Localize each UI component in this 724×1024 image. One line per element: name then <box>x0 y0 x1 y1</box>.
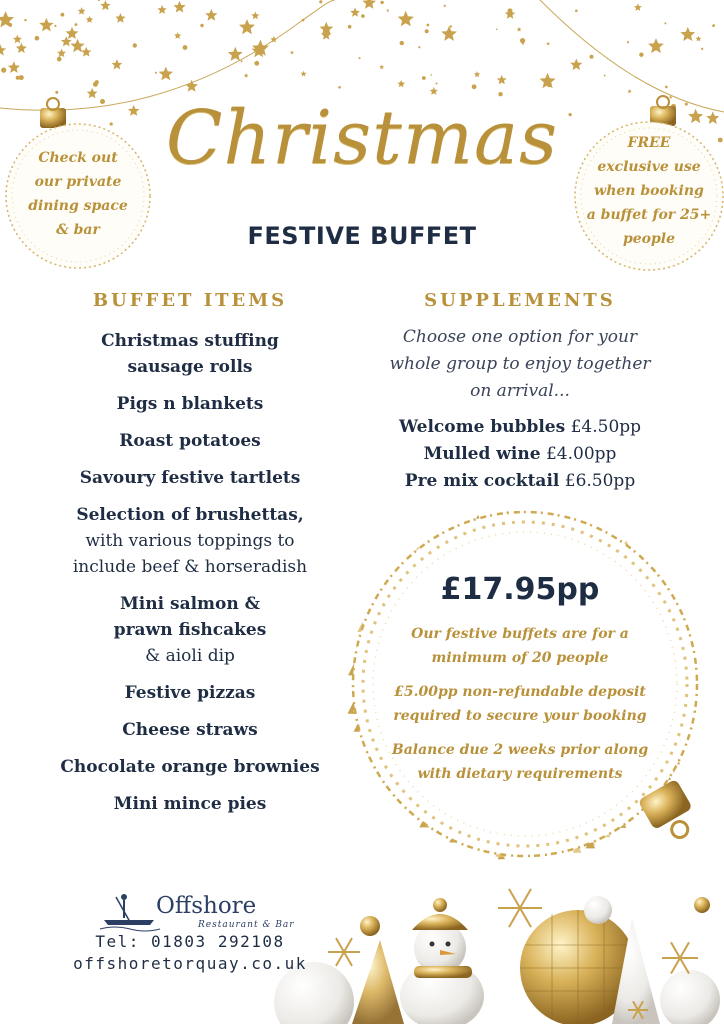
pricing-note-line: minimum of 20 people <box>431 650 609 666</box>
supplement-option <box>378 414 662 441</box>
right-bauble-line: when booking <box>594 183 704 199</box>
confetti-dot <box>664 22 666 24</box>
buffet-item <box>40 791 340 817</box>
confetti-dot <box>200 24 203 27</box>
confetti-star <box>688 109 703 123</box>
confetti-star <box>251 12 259 20</box>
buffet-item-name: Savoury festive tartlets <box>79 468 301 488</box>
confetti-star <box>71 39 85 53</box>
confetti-dot <box>1 68 6 73</box>
confetti-dot <box>590 55 594 59</box>
confetti-dot <box>522 43 524 45</box>
confetti-star <box>109 122 114 127</box>
confetti-star <box>100 0 110 10</box>
confetti-star <box>696 36 702 42</box>
confetti-star <box>86 16 93 23</box>
confetti-dot <box>241 60 243 62</box>
buffet-item-detail: & aioli dip <box>145 646 235 666</box>
supplements-description-line: on arrival... <box>470 381 570 401</box>
confetti-star <box>13 35 22 44</box>
pricing-note-line: £5.00pp non-refundable deposit <box>394 684 646 700</box>
pricing-note <box>380 680 660 728</box>
confetti-star <box>706 111 719 124</box>
buffet-item-detail: include beef & horseradish <box>72 557 308 577</box>
confetti-dot <box>338 86 341 89</box>
confetti-star <box>0 44 6 56</box>
confetti-dot <box>95 80 99 84</box>
confetti-star <box>362 0 376 9</box>
confetti-dot <box>520 38 525 43</box>
confetti-star <box>78 7 86 15</box>
confetti-star <box>174 32 181 39</box>
logo-tagline: Restaurant & Bar <box>198 920 295 930</box>
confetti-dot <box>183 45 188 50</box>
snowflake-icon <box>328 938 360 966</box>
logo-name: Offshore <box>156 893 257 919</box>
buffet-item-detail: with various toppings to <box>85 531 295 551</box>
right-bauble-line: a buffet for 25+ <box>586 207 712 223</box>
confetti-star <box>634 3 642 10</box>
right-bauble-message <box>579 131 719 251</box>
confetti-dot <box>669 96 671 98</box>
right-bauble-line: people <box>622 231 676 247</box>
confetti-dot <box>496 29 498 31</box>
supplements-description-line: Choose one option for your <box>402 327 638 347</box>
confetti-star <box>87 88 98 98</box>
page-title: Christmas <box>165 95 559 181</box>
confetti-star <box>57 49 66 58</box>
page-subtitle: FESTIVE BUFFET <box>247 222 477 250</box>
buffet-item-name: Mini salmon & <box>119 594 260 614</box>
confetti-dot <box>422 76 426 80</box>
confetti-star <box>205 9 217 21</box>
confetti-star <box>185 80 198 92</box>
snowflake-icon <box>498 889 542 927</box>
buffet-item-name: Chocolate orange brownies <box>60 757 320 777</box>
confetti-dot <box>254 61 259 66</box>
confetti-dot <box>444 5 446 7</box>
confetti-dot <box>55 91 58 94</box>
confetti-star <box>81 47 91 57</box>
buffet-item-name: Festive pizzas <box>124 683 256 703</box>
buffet-item-name: Cheese straws <box>122 720 258 740</box>
confetti-dot <box>472 84 477 89</box>
confetti-star <box>398 11 414 26</box>
supplement-option <box>378 468 662 495</box>
confetti-star <box>128 105 140 116</box>
confetti-star <box>441 26 457 41</box>
supplement-option <box>378 441 662 468</box>
buffet-item <box>40 502 340 580</box>
confetti-dot <box>98 0 100 1</box>
buffet-item <box>40 680 340 706</box>
logo-paddleboard-icon <box>100 894 160 931</box>
right-bauble-line: exclusive use <box>597 159 701 175</box>
confetti-dot <box>24 19 26 21</box>
confetti-dot <box>155 72 157 74</box>
confetti-dot <box>35 36 40 41</box>
festive-ornament-cluster <box>274 889 720 1024</box>
buffet-price: £17.95pp <box>440 572 600 607</box>
confetti-dot <box>425 29 429 33</box>
buffet-item <box>40 717 340 743</box>
confetti-dot <box>604 75 606 77</box>
confetti-star <box>474 71 480 77</box>
confetti-star <box>430 87 438 95</box>
confetti-star <box>239 19 255 34</box>
confetti-star <box>301 71 307 77</box>
confetti-star <box>16 43 27 53</box>
buffet-item-name: prawn fishcakes <box>113 620 267 640</box>
confetti-dot <box>436 83 438 85</box>
confetti-dot <box>665 86 668 89</box>
confetti-star <box>680 27 695 41</box>
confetti-star <box>112 59 123 69</box>
supplements-heading: SUPPLEMENTS <box>424 290 616 311</box>
snowflake-icon <box>662 942 698 973</box>
confetti-star <box>350 8 360 17</box>
buffet-item-name: Selection of brushettas, <box>76 505 304 525</box>
confetti-dot <box>547 82 552 87</box>
supplement-price: £6.50pp <box>564 471 636 491</box>
buffet-item-name: Christmas stuffing <box>101 331 279 351</box>
confetti-star <box>648 38 664 53</box>
pricing-note-line: Our festive buffets are for a <box>411 626 629 642</box>
supplements-list <box>378 414 662 495</box>
buffet-item <box>40 428 340 454</box>
pricing-note-line: required to secure your booking <box>393 708 647 724</box>
confetti-star <box>497 75 507 84</box>
confetti-star <box>115 13 125 23</box>
pricing-note <box>380 622 660 670</box>
supplements-description-line: whole group to enjoy together <box>389 354 651 374</box>
pricing-note <box>380 738 660 786</box>
buffet-item-name: Roast potatoes <box>119 431 261 451</box>
confetti-dot <box>61 13 65 17</box>
confetti-dot <box>19 75 24 80</box>
confetti-dot <box>701 48 703 50</box>
confetti-star <box>74 22 78 26</box>
website-link[interactable]: offshoretorquay.co.uk <box>73 954 307 973</box>
confetti-dot <box>348 25 352 29</box>
confetti-star <box>570 59 582 71</box>
confetti-dot <box>361 14 365 18</box>
confetti-star <box>290 51 294 55</box>
confetti-star <box>157 5 166 14</box>
garland-string-left <box>0 0 335 110</box>
confetti-dot <box>380 1 383 4</box>
supplement-name: Pre mix cocktail <box>404 471 560 491</box>
supplement-name: Welcome bubbles <box>398 417 566 437</box>
confetti-dot <box>418 46 420 48</box>
confetti-star <box>321 30 331 40</box>
confetti-dot <box>133 43 137 47</box>
confetti-dot <box>712 24 715 27</box>
buffet-item-name: Pigs n blankets <box>116 394 264 414</box>
confetti-dot <box>302 19 305 22</box>
left-bauble-line: & bar <box>56 222 100 238</box>
confetti-dot <box>639 53 643 57</box>
buffet-item <box>40 465 340 491</box>
confetti-star <box>517 27 522 32</box>
buffet-item-name: Mini mince pies <box>113 794 267 814</box>
pricing-note-line: with dietary requirements <box>417 766 623 782</box>
confetti-dot <box>54 25 56 27</box>
confetti-star <box>159 67 173 81</box>
left-bauble-line: our private <box>34 174 122 190</box>
confetti-star <box>397 80 405 87</box>
buffet-item <box>40 391 340 417</box>
confetti-dot <box>627 41 629 43</box>
confetti-star <box>173 1 185 13</box>
buffet-heading: BUFFET ITEMS <box>92 290 288 311</box>
right-bauble-line: FREE <box>627 135 671 151</box>
left-bauble-message <box>18 146 138 242</box>
supplement-name: Mulled wine <box>423 444 541 464</box>
confetti-star <box>627 89 631 93</box>
confetti-star <box>66 27 79 39</box>
confetti-star <box>379 65 384 70</box>
confetti-dot <box>8 23 12 27</box>
confetti-dot <box>450 25 452 27</box>
confetti-dot <box>387 9 389 11</box>
confetti-dot <box>100 99 105 104</box>
supplement-price: £4.50pp <box>570 417 642 437</box>
confetti-dot <box>685 103 688 106</box>
confetti-star <box>39 18 53 32</box>
confetti-star <box>228 47 243 61</box>
buffet-item-list <box>40 328 340 828</box>
phone-number: Tel: 01803 292108 <box>95 932 285 951</box>
buffet-item <box>40 328 340 380</box>
confetti-dot <box>430 74 432 76</box>
buffet-item <box>40 754 340 780</box>
pricing-note-line: Balance due 2 weeks prior along <box>391 742 649 758</box>
confetti-dot <box>57 57 62 62</box>
confetti-dot <box>427 24 430 27</box>
confetti-dot <box>319 0 322 3</box>
supplement-price: £4.00pp <box>545 444 617 464</box>
confetti-dot <box>508 8 513 13</box>
supplements-description <box>378 324 662 405</box>
buffet-item-name: sausage rolls <box>127 357 253 377</box>
confetti-star <box>8 61 20 73</box>
confetti-star <box>546 42 550 46</box>
confetti-star <box>244 73 249 78</box>
left-bauble-line: dining space <box>28 198 128 214</box>
buffet-item <box>40 591 340 669</box>
confetti-dot <box>575 10 578 13</box>
left-bauble-line: Check out <box>38 150 118 166</box>
confetti-dot <box>400 41 404 45</box>
confetti-dot <box>359 57 361 59</box>
